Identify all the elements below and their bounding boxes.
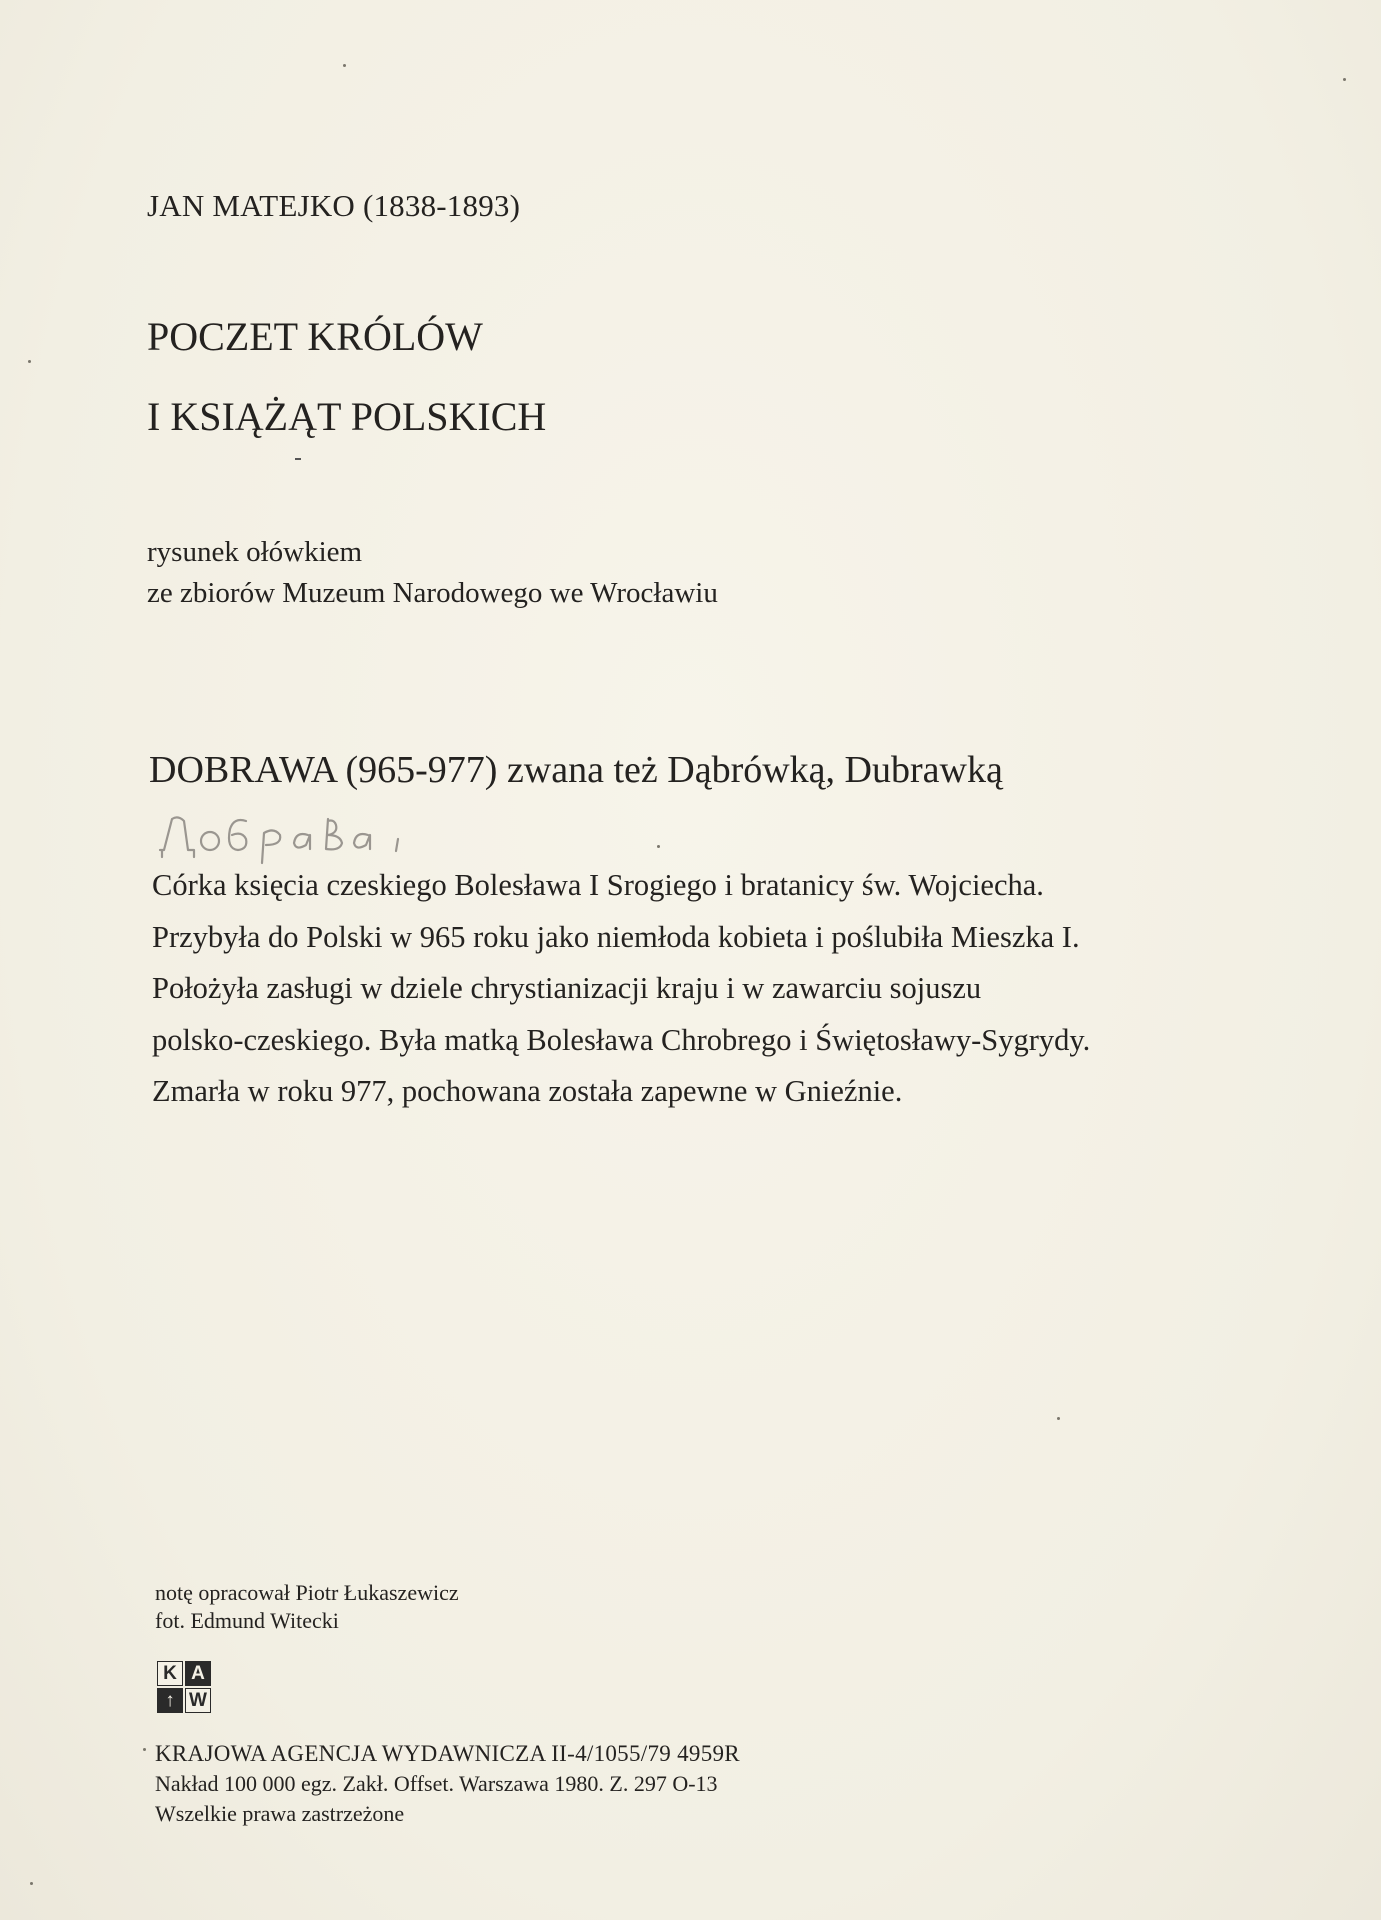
technique-line: rysunek ołówkiem — [147, 536, 363, 568]
stray-mark — [295, 458, 301, 460]
paper-speck — [28, 360, 31, 363]
paper-speck — [343, 64, 346, 67]
publisher-line-2: Nakład 100 000 egz. Zakł. Offset. Warszawa 1980. Z. 297 O-13 — [155, 1771, 718, 1796]
paper-speck — [143, 1748, 146, 1751]
paper-speck — [1343, 78, 1346, 81]
logo-letter: W — [185, 1688, 211, 1713]
kaw-publisher-logo — [157, 1661, 211, 1713]
bio-line: Przybyła do Polski w 965 roku jako niemłoda kobieta i poślubiła Mieszka I. — [152, 919, 1080, 954]
title-line-2: I KSIĄŻĄT POLSKICH — [147, 394, 547, 439]
title-line-1: POCZET KRÓLÓW — [147, 314, 483, 359]
logo-letter: A — [185, 1661, 211, 1686]
entry-heading: DOBRAWA (965-977) zwana też Dąbrówką, Dubrawką — [149, 749, 1003, 791]
publisher-line-3: Wszelkie prawa zastrzeżone — [155, 1801, 405, 1826]
collection-line: ze zbiorów Muzeum Narodowego we Wrocławiu — [147, 577, 718, 609]
biography-paragraph — [152, 860, 1292, 1118]
bio-line: Córka księcia czeskiego Bolesława I Srogiego i bratanicy św. Wojciecha. — [152, 868, 1044, 902]
note-author-credit: notę opracował Piotr Łukaszewicz — [155, 1580, 459, 1605]
bio-line: Zmarła w roku 977, pochowana została zapewne w Gnieźnie. — [152, 1074, 903, 1108]
logo-letter: K — [157, 1661, 183, 1686]
photo-credit: fot. Edmund Witecki — [155, 1608, 339, 1633]
logo-arrow-icon: ↑ — [157, 1688, 183, 1713]
paper-speck — [1057, 1417, 1060, 1420]
author-line: JAN MATEJKO (1838-1893) — [147, 188, 521, 223]
publisher-line-1: KRAJOWA AGENCJA WYDAWNICZA II-4/1055/79 4959R — [155, 1741, 740, 1766]
bio-line: polsko-czeskiego. Była matką Bolesława Chrobrego i Świętosławy-Sygrydy. — [152, 1022, 1091, 1057]
handwritten-pencil-note — [150, 805, 440, 865]
bio-line: Położyła zasługi w dziele chrystianizacji kraju i w zawarciu sojuszu — [152, 971, 982, 1005]
paper-speck — [30, 1882, 33, 1885]
paper-speck — [657, 845, 660, 848]
